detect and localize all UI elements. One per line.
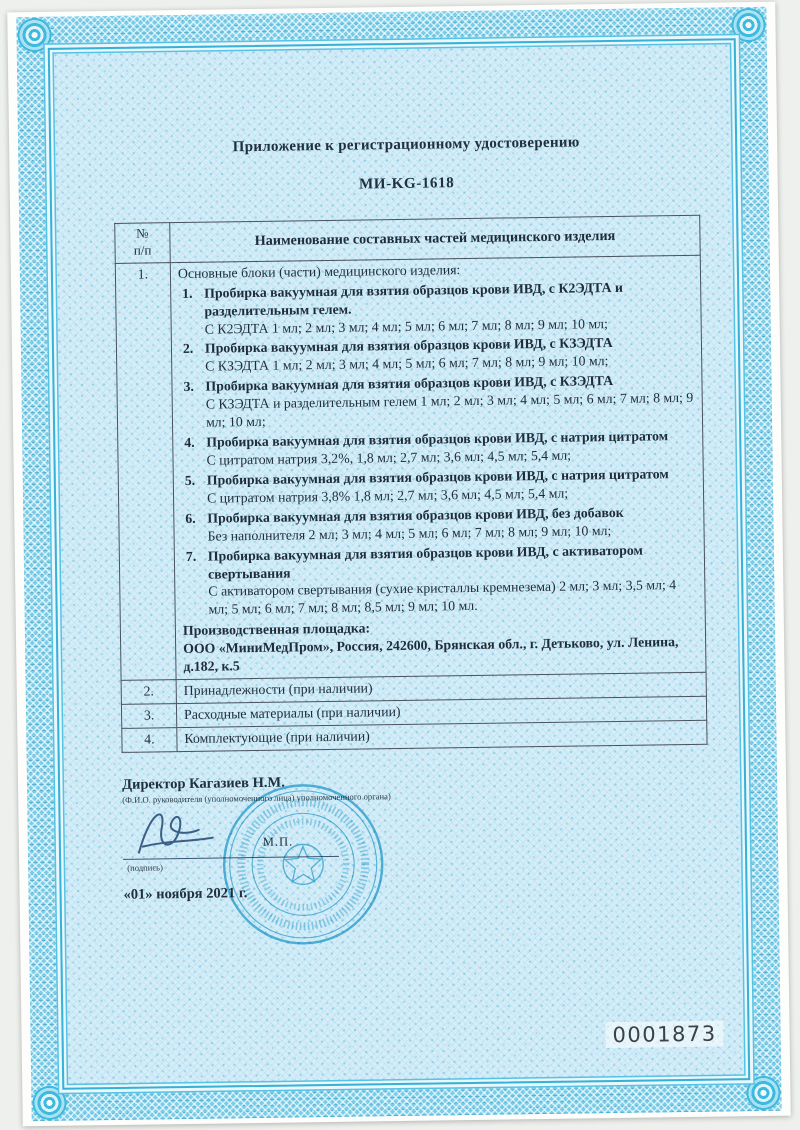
component-item (181, 503, 696, 546)
border-corner-ornament (31, 1085, 67, 1121)
round-stamp-icon (218, 779, 388, 949)
document-date: «01» ноября 2021 г. (123, 884, 248, 903)
document-field (48, 38, 750, 1090)
item-description: С КЗЭДТА и разделительным гелем 1 мл; 2 мл; 3 мл; 4 мл; 5 мл; 6 мл; 7 мл; 8 мл; 9 мл; 10 мл; (205, 390, 694, 430)
item-title: Пробирка вакуумная для взятия образцов крови ИВД, без добавок (207, 504, 624, 526)
col-header-no-line1: № (136, 225, 149, 241)
col-header-name: Наименование составных частей медицинского изделия (170, 215, 701, 262)
item-title: Пробирка вакуумная для взятия образцов крови ИВД, с К2ЭДТА и разделительным гелем. (204, 279, 623, 319)
production-site-label: Производственная площадка: (182, 620, 371, 639)
item-title: Пробирка вакуумная для взятия образцов крови ИВД, с КЗЭДТА (204, 335, 613, 357)
component-item (179, 371, 695, 432)
row-text: Комплектующие (при наличии) (177, 720, 707, 751)
col-header-no (115, 223, 171, 264)
item-description: Без наполнителя 2 мл; 3 мл; 4 мл; 5 мл; 6 мл; 7 мл; 8 мл; 9 мл; 10 мл; (207, 522, 612, 544)
row-number: 1. (115, 262, 176, 680)
signature-zone (122, 796, 719, 873)
item-description: С активатором свертывания (сухие кристаллы кремнезема) 2 мл; 3 мл; 3,5 мл; 4 мл; 5 мл; 6 мл; 7 мл; 8 мл; 8,5 мл; 9 мл; 10 мл. (208, 577, 677, 618)
row-number: 4. (122, 728, 177, 753)
item-description: С цитратом натрия 3,8% 1,8 мл; 2,7 мл; 3,6 мл; 4,5 мл; 5,4 мл; (206, 485, 569, 506)
component-item (178, 278, 694, 339)
row-number: 2. (121, 680, 176, 705)
components-table (114, 215, 707, 753)
row-text: Расходные материалы (при наличии) (176, 696, 706, 727)
main-components-cell (170, 255, 706, 680)
director-note: (Ф.И.О. руководителя (уполномоченного лица) уполномоченного органа) (122, 790, 391, 805)
component-item (180, 427, 695, 470)
table-row-main-components (115, 255, 706, 680)
director-name: Директор Кагазиев Н.М. (121, 774, 285, 793)
row-number: 3. (121, 704, 176, 729)
components-intro: Основные блоки (части) медицинского изделия: (177, 261, 461, 281)
component-item (182, 540, 698, 619)
item-title: Пробирка вакуумная для взятия образцов крови ИВД, с активатором свертывания (207, 542, 643, 582)
border-corner-ornament (730, 7, 766, 43)
serial-number: 0001873 (605, 1021, 723, 1049)
item-title: Пробирка вакуумная для взятия образцов крови ИВД, с натрия цитратом (206, 466, 669, 488)
item-title: Пробирка вакуумная для взятия образцов крови ИВД, с КЗЭДТА (205, 373, 614, 394)
signature-caption: (подпись) (127, 862, 163, 873)
item-number: 6. (185, 510, 196, 526)
scanned-document-page (7, 2, 790, 1127)
item-description: С цитратом натрия 3,2%, 1,8 мл; 2,7 мл; 3,6 мл; 4,5 мл; 5,4 мл; (206, 447, 572, 468)
col-header-no-line2: п/п (133, 242, 152, 258)
item-number: 4. (184, 434, 195, 451)
item-description: С К2ЭДТА 1 мл; 2 мл; 3 мл; 4 мл; 5 мл; 6 мл; 7 мл; 8 мл; 9 мл; 10 мл; (204, 315, 608, 337)
row-text: Принадлежности (при наличии) (176, 672, 706, 703)
signature-area (122, 768, 720, 903)
item-number: 3. (183, 379, 194, 395)
item-number: 5. (184, 472, 196, 488)
component-item (179, 333, 694, 376)
item-number: 2. (182, 341, 194, 357)
document-content (50, 40, 748, 1087)
stamp-place-label: М.П. (262, 834, 294, 849)
registration-number: МИ-KG-1618 (359, 175, 455, 193)
item-number: 7. (185, 548, 197, 564)
item-description: С КЗЭДТА 1 мл; 2 мл; 3 мл; 4 мл; 5 мл; 6 мл; 7 мл; 8 мл; 9 мл; 10 мл; (205, 353, 609, 375)
component-item (181, 465, 696, 508)
item-title: Пробирка вакуумная для взятия образцов крови ИВД, с натрия цитратом (206, 428, 669, 450)
production-site-address: ООО «МиниМедПром», Россия, 242600, Брянская обл., г. Детьково, ул. Ленина, д.182, к.5 (183, 634, 679, 675)
border-corner-ornament (745, 1075, 781, 1111)
page-title: Приложение к регистрационному удостоверению (232, 134, 580, 156)
item-number: 1. (182, 285, 193, 301)
